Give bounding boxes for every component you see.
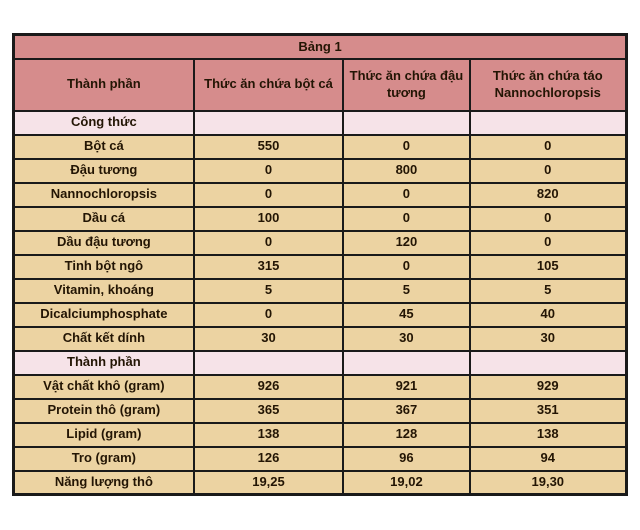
row-value-cell: 19,30	[470, 471, 627, 495]
section-header-row	[14, 111, 627, 135]
section-header-empty-cell	[470, 351, 627, 375]
row-value-cell: 367	[343, 399, 469, 423]
table-row	[14, 135, 627, 159]
row-value-cell: 120	[343, 231, 469, 255]
table-row	[14, 255, 627, 279]
section-header-label: Thành phần	[14, 351, 194, 375]
row-value-cell: 0	[470, 159, 627, 183]
section-header-empty-cell	[343, 351, 469, 375]
row-label: Tro (gram)	[14, 447, 194, 471]
row-label: Chất kết dính	[14, 327, 194, 351]
table-row	[14, 423, 627, 447]
table-row	[14, 183, 627, 207]
row-value-cell: 926	[194, 375, 344, 399]
row-value-cell: 351	[470, 399, 627, 423]
table-title: Bảng 1	[14, 35, 627, 59]
row-value-cell: 0	[470, 231, 627, 255]
row-value-cell: 0	[470, 207, 627, 231]
column-header-row	[14, 59, 627, 111]
table-row	[14, 471, 627, 495]
row-value-cell: 128	[343, 423, 469, 447]
row-value-cell: 0	[343, 135, 469, 159]
table-row	[14, 279, 627, 303]
row-value-cell: 0	[194, 303, 344, 327]
table-title-row	[14, 35, 627, 59]
row-label: Vật chất khô (gram)	[14, 375, 194, 399]
table-row	[14, 447, 627, 471]
table-row	[14, 207, 627, 231]
row-value-cell: 30	[343, 327, 469, 351]
row-value-cell: 138	[194, 423, 344, 447]
section-header-row	[14, 351, 627, 375]
row-value-cell: 820	[470, 183, 627, 207]
row-label: Bột cá	[14, 135, 194, 159]
table-body	[14, 111, 627, 495]
bang-1-table	[12, 33, 628, 496]
row-value-cell: 0	[194, 159, 344, 183]
table-row	[14, 231, 627, 255]
row-label: Nannochloropsis	[14, 183, 194, 207]
row-value-cell: 100	[194, 207, 344, 231]
section-header-empty-cell	[194, 111, 344, 135]
table-row	[14, 399, 627, 423]
row-value-cell: 921	[343, 375, 469, 399]
row-value-cell: 0	[470, 135, 627, 159]
row-label: Tinh bột ngô	[14, 255, 194, 279]
row-value-cell: 5	[194, 279, 344, 303]
row-label: Vitamin, khoáng	[14, 279, 194, 303]
row-label: Lipid (gram)	[14, 423, 194, 447]
row-value-cell: 550	[194, 135, 344, 159]
table-row	[14, 159, 627, 183]
row-value-cell: 138	[470, 423, 627, 447]
section-header-label: Công thức	[14, 111, 194, 135]
section-header-empty-cell	[470, 111, 627, 135]
row-value-cell: 315	[194, 255, 344, 279]
row-value-cell: 5	[343, 279, 469, 303]
row-value-cell: 365	[194, 399, 344, 423]
row-value-cell: 800	[343, 159, 469, 183]
row-value-cell: 5	[470, 279, 627, 303]
table-row	[14, 327, 627, 351]
row-value-cell: 0	[343, 207, 469, 231]
row-value-cell: 45	[343, 303, 469, 327]
column-header-thanh-phan: Thành phần	[14, 59, 194, 111]
table-row	[14, 375, 627, 399]
row-value-cell: 40	[470, 303, 627, 327]
row-value-cell: 0	[343, 183, 469, 207]
row-value-cell: 105	[470, 255, 627, 279]
column-header-thuc-an-bot-ca: Thức ăn chứa bột cá	[194, 59, 344, 111]
row-label: Đậu tương	[14, 159, 194, 183]
row-value-cell: 0	[194, 183, 344, 207]
row-value-cell: 30	[470, 327, 627, 351]
row-label: Dầu cá	[14, 207, 194, 231]
table-row	[14, 303, 627, 327]
row-value-cell: 19,02	[343, 471, 469, 495]
row-value-cell: 96	[343, 447, 469, 471]
column-header-thuc-an-tao-nannochloropsis: Thức ăn chứa táo Nannochloropsis	[470, 59, 627, 111]
row-value-cell: 929	[470, 375, 627, 399]
section-header-empty-cell	[343, 111, 469, 135]
row-label: Năng lượng thô	[14, 471, 194, 495]
column-header-thuc-an-dau-tuong: Thức ăn chứa đậu tương	[343, 59, 469, 111]
section-header-empty-cell	[194, 351, 344, 375]
row-value-cell: 0	[194, 231, 344, 255]
row-value-cell: 126	[194, 447, 344, 471]
row-label: Protein thô (gram)	[14, 399, 194, 423]
row-label: Dicalciumphosphate	[14, 303, 194, 327]
row-value-cell: 0	[343, 255, 469, 279]
row-value-cell: 30	[194, 327, 344, 351]
row-value-cell: 94	[470, 447, 627, 471]
row-value-cell: 19,25	[194, 471, 344, 495]
row-label: Dầu đậu tương	[14, 231, 194, 255]
